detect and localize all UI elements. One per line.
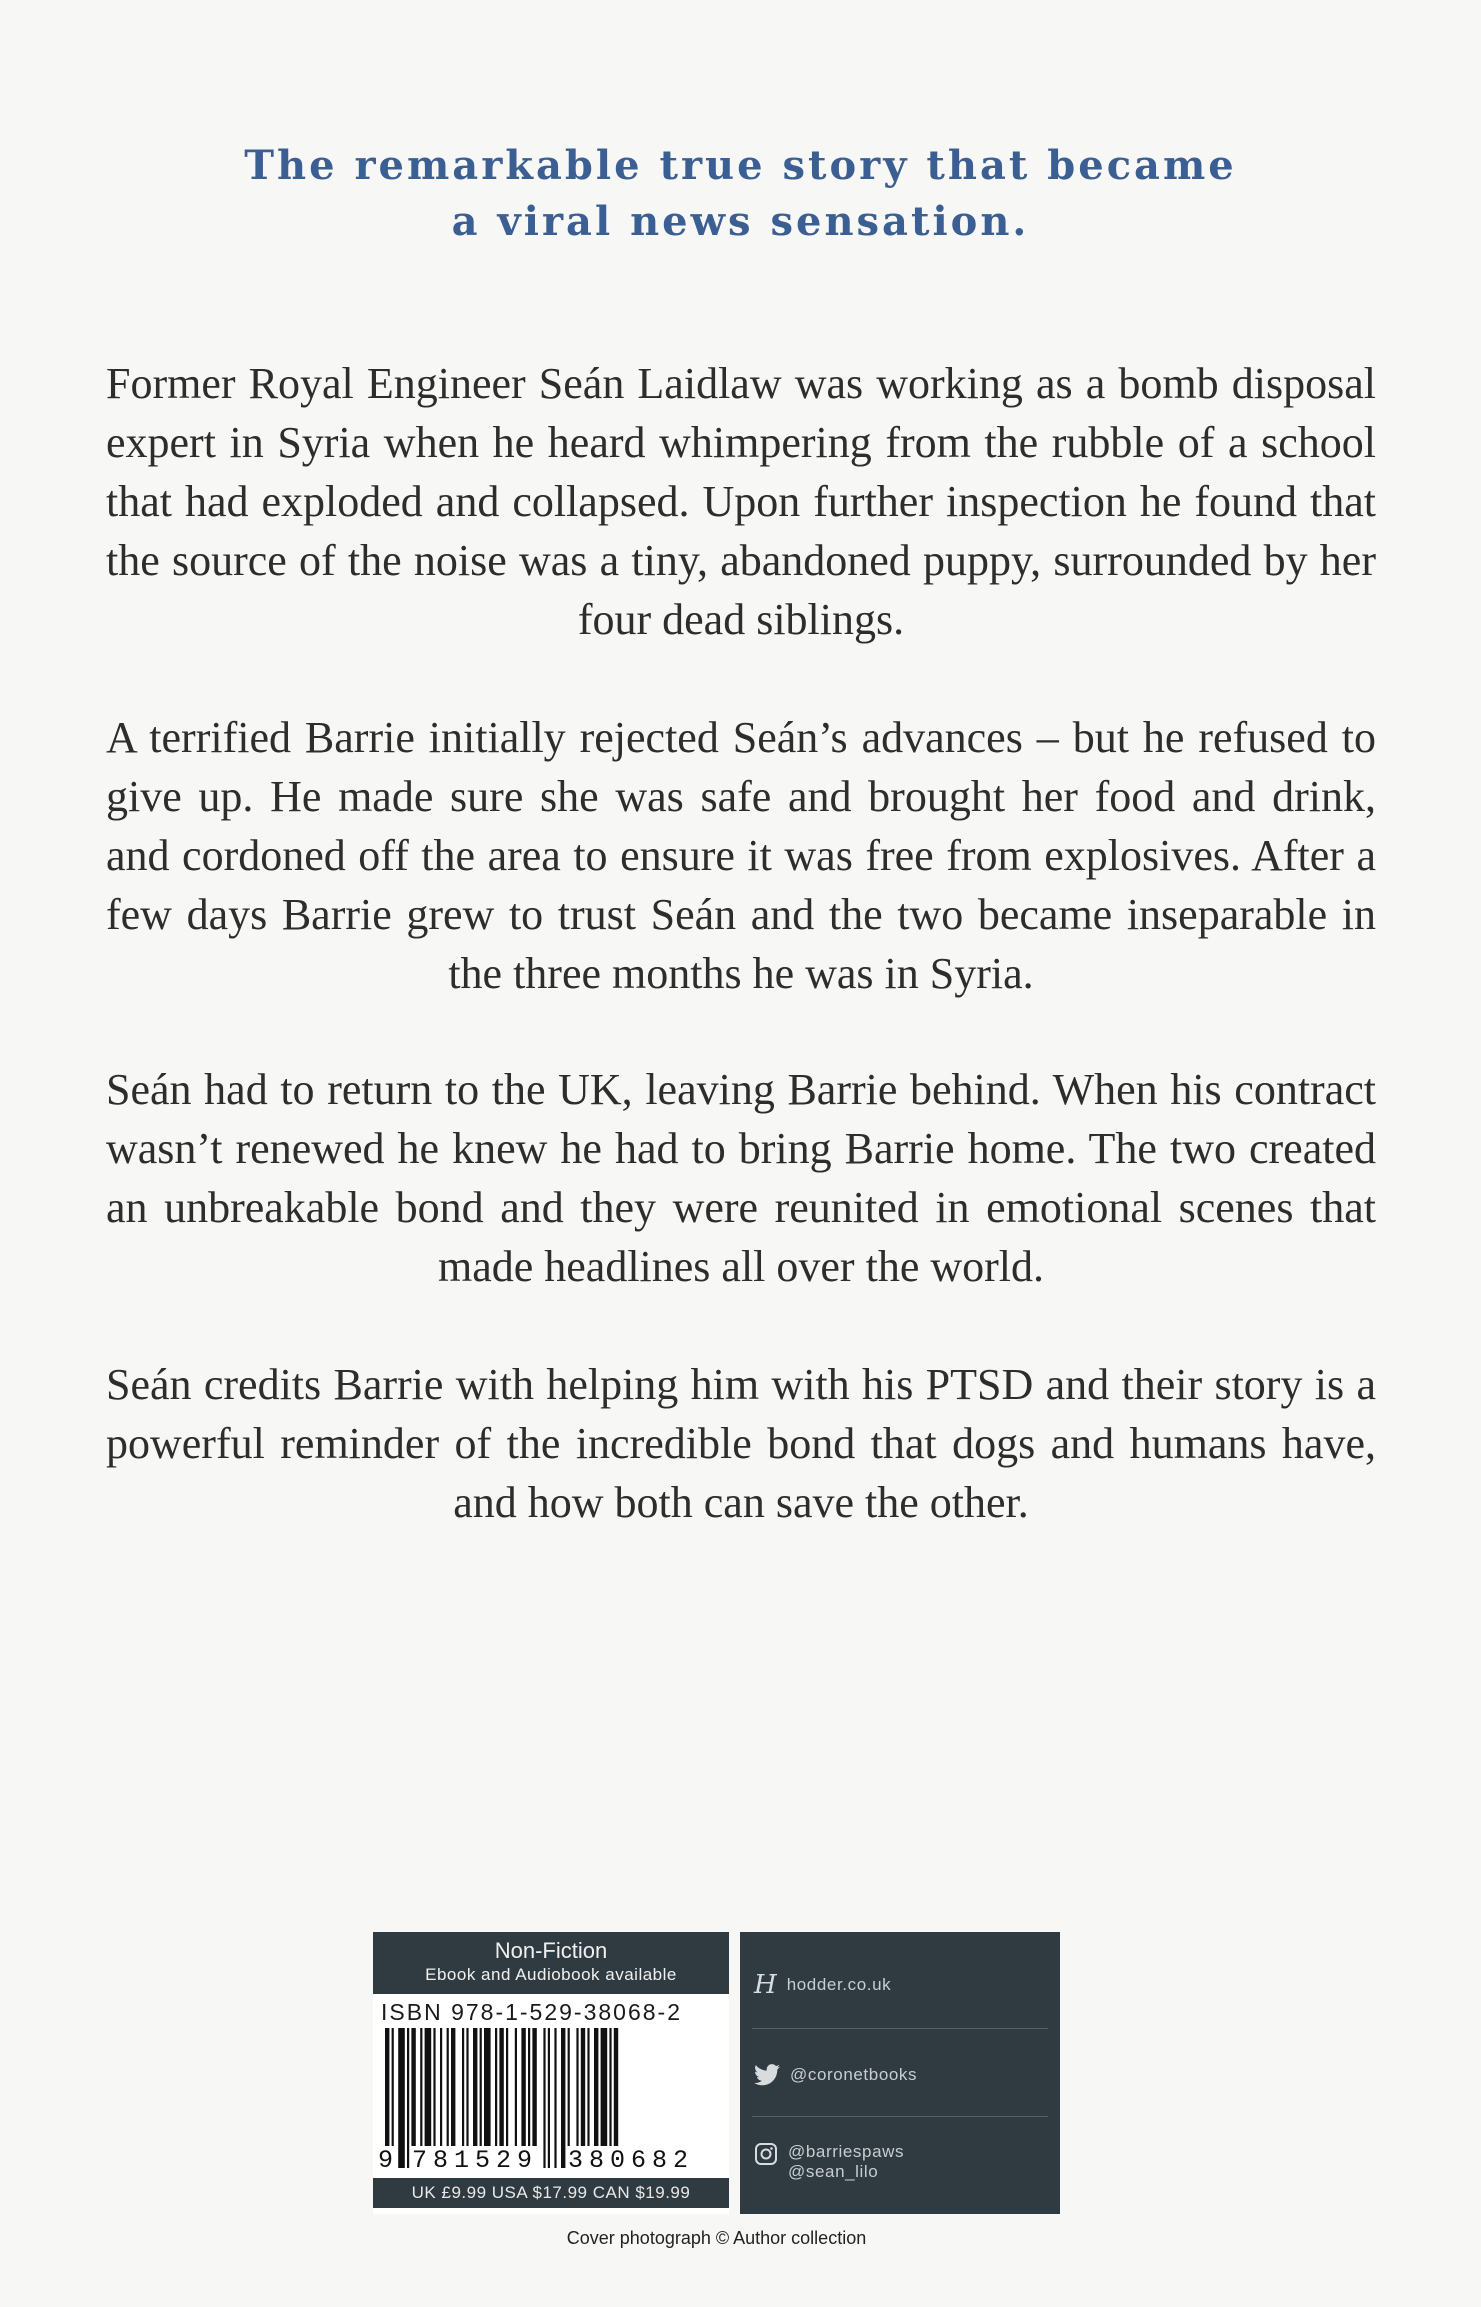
divider bbox=[752, 2116, 1048, 2117]
instagram-handle-1[interactable]: @barriespaws bbox=[788, 2142, 905, 2161]
divider bbox=[752, 2028, 1048, 2029]
instagram-row[interactable] bbox=[754, 2142, 904, 2182]
headline-line-2: a viral news sensation. bbox=[451, 198, 1030, 245]
blurb-paragraph-2: A terrified Barrie initially rejected Seán’s advances – but he refused to give up. He made sure she was safe and brought her food and drink, and cordoned off the area to ensure it was free from explosives. After a few days Barrie grew to trust Seán and the two became inseparable in the three months he was in Syria. bbox=[106, 713, 1376, 998]
category-box bbox=[373, 1932, 729, 1994]
photo-credit: Cover photograph © Author collection bbox=[566, 2228, 867, 2248]
social-panel bbox=[740, 1932, 1060, 2214]
website-row[interactable] bbox=[754, 1970, 891, 2000]
blurb-paragraph-4: Seán credits Barrie with helping him with his PTSD and their story is a powerful reminder of the incredible bond that dogs and humans have, and how both can save the other. bbox=[106, 1360, 1376, 1527]
barcode-digits bbox=[377, 2146, 725, 2174]
availability-label: Ebook and Audiobook available bbox=[425, 1965, 677, 1984]
barcode-digit-group-2: 380682 bbox=[568, 2146, 695, 2175]
category-label: Non-Fiction bbox=[494, 1938, 608, 1963]
instagram-handle-2[interactable]: @sean_lilo bbox=[788, 2162, 879, 2181]
twitter-row[interactable] bbox=[754, 2064, 917, 2086]
blurb-paragraph-3: Seán had to return to the UK, leaving Barrie behind. When his contract wasn’t renewed he knew he had to bring Barrie home. The two created an unbreakable bond and they were reunited in emotional scenes that made headlines all over the world. bbox=[106, 1065, 1376, 1291]
instagram-icon bbox=[754, 2142, 778, 2166]
barcode-digit-group-1: 781529 bbox=[412, 2146, 539, 2175]
twitter-handle[interactable]: @coronetbooks bbox=[790, 2065, 918, 2084]
headline bbox=[160, 138, 1321, 250]
blurb-paragraph-1: Former Royal Engineer Seán Laidlaw was working as a bomb disposal expert in Syria when he heard whimpering from the rubble of a school that had exploded and collapsed. Upon further inspection he found that the source of the noise was a tiny, abandoned puppy, surrounded by her four dead siblings. bbox=[106, 359, 1376, 644]
barcode-panel bbox=[373, 1932, 729, 2214]
website-link[interactable]: hodder.co.uk bbox=[786, 1975, 892, 1994]
hodder-logo-icon: H bbox=[754, 1970, 777, 2000]
twitter-icon bbox=[754, 2064, 780, 2086]
isbn-label: ISBN 978-1-529-38068-2 bbox=[381, 1999, 682, 2025]
price-strip: UK £9.99 USA $17.99 CAN $19.99 bbox=[373, 2178, 729, 2208]
headline-line-1: The remarkable true story that became bbox=[244, 142, 1237, 189]
barcode-digit-lead: 9 bbox=[378, 2146, 394, 2175]
